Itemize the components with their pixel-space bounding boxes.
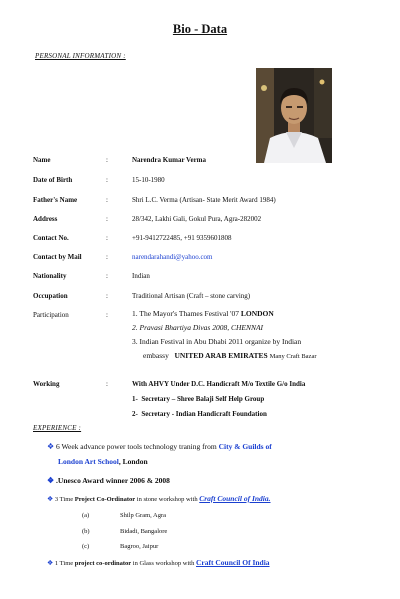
participation-item: 1. The Mayor's Thames Festival '07 LONDON xyxy=(132,309,274,318)
address-value: 28/342, Lakhi Gali, Gokul Pura, Agra-282002 xyxy=(132,215,262,223)
name-value: Narendra Kumar Verma xyxy=(132,156,207,164)
father-label: Father's Name xyxy=(33,196,78,204)
contact-value: +91-9412722485, +91 9359601808 xyxy=(132,234,232,242)
colon: : xyxy=(106,253,108,261)
nationality-label: Nationality xyxy=(33,272,67,280)
participation-label: Participation xyxy=(33,311,69,319)
colon: : xyxy=(106,234,108,242)
experience-item: ❖ 3 Time Project Co-Ordinator in stone workshop with Craft Council of India. xyxy=(47,494,271,503)
dob-label: Date of Birth xyxy=(33,176,73,184)
diamond-bullet-icon: ❖ xyxy=(47,476,55,485)
contact-label: Contact No. xyxy=(33,234,69,242)
occupation-value: Traditional Artisan (Craft – stone carving) xyxy=(132,292,251,300)
mail-link[interactable]: narendarahandi@yahoo.com xyxy=(132,253,213,261)
diamond-bullet-icon: ❖ xyxy=(47,442,55,451)
colon: : xyxy=(106,156,108,164)
working-value: With AHVY Under D.C. Handicraft M/o Textile G/o India xyxy=(132,380,306,388)
sub-list-item: (b) Bidadi, Bangalore xyxy=(82,528,168,535)
working-label: Working xyxy=(33,380,60,388)
diamond-bullet-icon: ❖ xyxy=(47,559,54,567)
craft-council-link[interactable]: Craft Council Of India xyxy=(196,558,270,567)
colon: : xyxy=(106,311,108,319)
experience-item: ❖ 1 Time project co-ordinator in Glass workshop with Craft Council Of India xyxy=(47,558,270,567)
profile-photo xyxy=(256,68,332,163)
participation-item-continued: embassy UNITED ARAB EMIRATES Many Craft Bazar xyxy=(143,351,317,360)
colon: : xyxy=(106,215,108,223)
colon: : xyxy=(106,176,108,184)
nationality-value: Indian xyxy=(132,272,150,280)
page-title: Bio - Data xyxy=(172,22,228,36)
occupation-label: Occupation xyxy=(33,292,68,300)
father-value: Shri L.C. Verma (Artisan- State Merit Award 1984) xyxy=(132,196,276,204)
experience-heading: EXPERIENCE : xyxy=(33,424,82,432)
colon: : xyxy=(106,196,108,204)
sub-list-item: (c) Bagroo, Jaipur xyxy=(82,543,159,550)
colon: : xyxy=(106,272,108,280)
colon: : xyxy=(106,380,108,388)
sub-list-item: (a) Shilp Gram, Agra xyxy=(82,512,167,519)
participation-item: 3. Indian Festival in Abu Dhabi 2011 organize by Indian xyxy=(132,337,302,346)
address-label: Address xyxy=(33,215,58,223)
working-item: 2- Secretary - Indian Handicraft Foundation xyxy=(132,410,267,418)
diamond-bullet-icon: ❖ xyxy=(47,495,54,503)
colon: : xyxy=(106,292,108,300)
working-item: 1- Secretary – Shree Balaji Self Help Group xyxy=(132,395,265,403)
experience-item-continued: London Art School, London xyxy=(58,457,148,466)
dob-value: 15-10-1980 xyxy=(132,176,165,184)
experience-item: ❖ .Unesco Award winner 2006 & 2008 xyxy=(47,476,170,485)
personal-information-heading: PERSONAL INFORMATION : xyxy=(35,52,126,60)
experience-item: ❖ 6 Week advance power tools technology traning from City & Guilds of xyxy=(47,442,272,451)
mail-label: Contact by Mail xyxy=(33,253,82,261)
name-label: Name xyxy=(33,156,51,164)
participation-item: 2. Pravasi Bhartiya Divas 2008, CHENNAI xyxy=(132,323,264,332)
craft-council-link[interactable]: Craft Council of India. xyxy=(199,494,271,503)
